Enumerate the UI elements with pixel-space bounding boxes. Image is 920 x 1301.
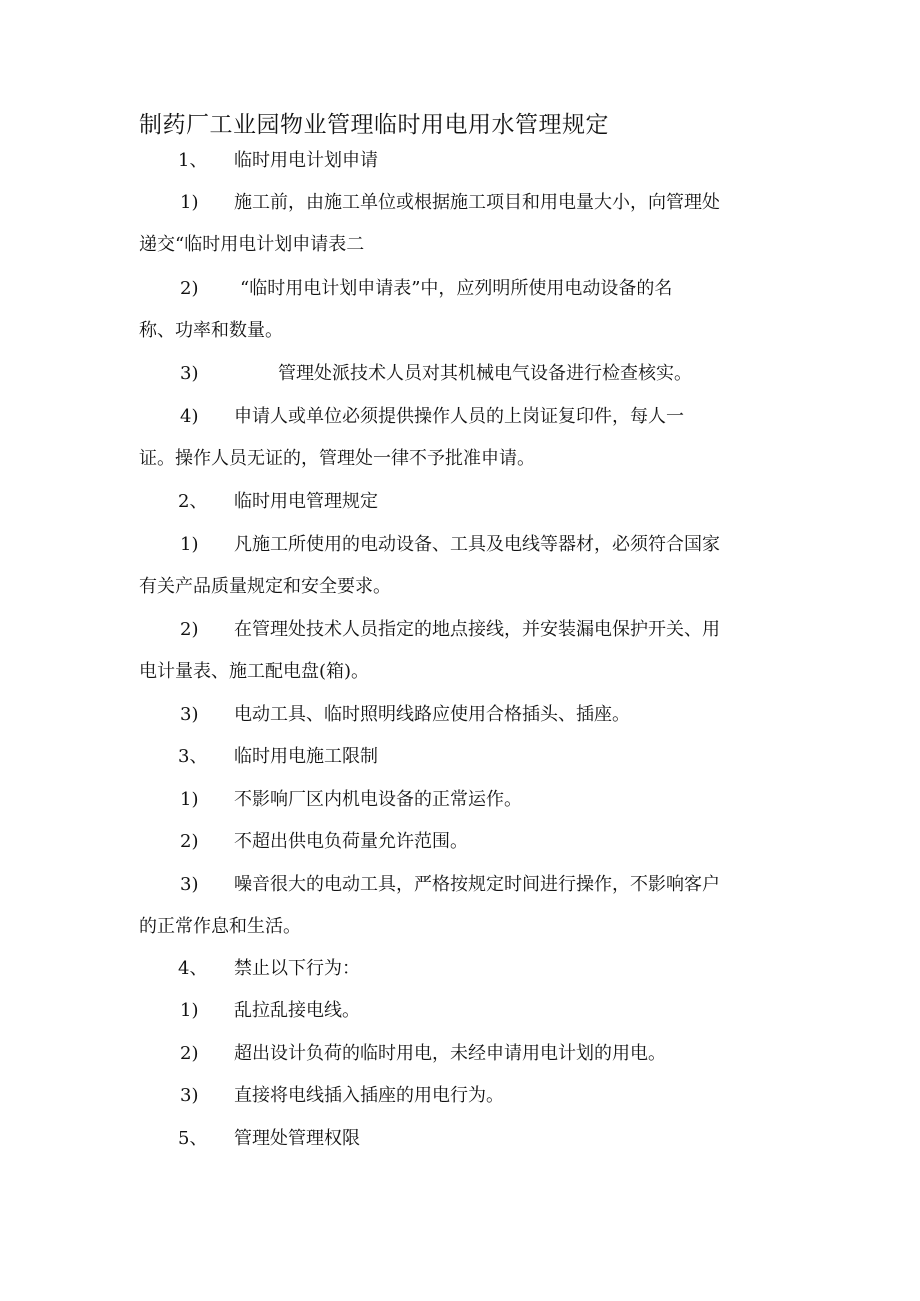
item-text: 的正常作息和生活。: [139, 916, 301, 937]
section-number: 5、: [178, 1128, 208, 1149]
item-text: 噪音很大的电动工具，严格按规定时间进行操作，不影响客户: [234, 874, 720, 895]
item-number: 2): [180, 619, 199, 640]
item-text: 递交“临时用电计划申请表二: [139, 234, 365, 255]
item-text: 管理处派技术人员对其机械电气设备进行检查核实。: [278, 363, 692, 384]
section-title: 临时用电计划申请: [234, 150, 378, 171]
item-text: 在管理处技术人员指定的地点接线，并安装漏电保护开关、用: [234, 619, 720, 640]
section-number: 1、: [178, 150, 208, 171]
document-title: 制药厂工业园物业管理临时用电用水管理规定: [139, 112, 609, 138]
item-text: 超出设计负荷的临时用电，未经申请用电计划的用电。: [234, 1043, 666, 1064]
item-text: “临时用电计划申请表”中，应列明所使用电动设备的名: [240, 278, 673, 299]
item-number: 1): [180, 534, 199, 555]
section-title: 管理处管理权限: [234, 1128, 360, 1149]
section-number: 3、: [178, 746, 208, 767]
item-text: 称、功率和数量。: [139, 320, 283, 341]
item-text: 证。操作人员无证的，管理处一律不予批准申请。: [139, 448, 535, 469]
item-number: 2): [180, 831, 199, 852]
item-text: 电计量表、施工配电盘(箱)。: [139, 661, 370, 682]
item-text: 乱拉乱接电线。: [234, 1000, 360, 1021]
item-text: 凡施工所使用的电动设备、工具及电线等器材，必须符合国家: [234, 534, 720, 555]
item-number: 4): [180, 406, 199, 427]
section-number: 4、: [178, 958, 208, 979]
section-title: 禁止以下行为：: [234, 958, 360, 979]
item-number: 1): [180, 789, 199, 810]
section-number: 2、: [178, 491, 208, 512]
item-text: 直接将电线插入插座的用电行为。: [234, 1085, 504, 1106]
item-number: 3): [180, 704, 199, 725]
item-number: 1): [180, 192, 199, 213]
item-text: 电动工具、临时照明线路应使用合格插头、插座。: [234, 704, 630, 725]
item-number: 3): [180, 363, 199, 384]
section-title: 临时用电管理规定: [234, 491, 378, 512]
section-title: 临时用电施工限制: [234, 746, 378, 767]
item-text: 有关产品质量规定和安全要求。: [139, 576, 391, 597]
item-text: 不影响厂区内机电设备的正常运作。: [234, 789, 522, 810]
item-number: 3): [180, 1085, 199, 1106]
item-text: 施工前，由施工单位或根据施工项目和用电量大小，向管理处: [234, 192, 720, 213]
item-text: 申请人或单位必须提供操作人员的上岗证复印件，每人一: [234, 406, 684, 427]
item-text: 不超出供电负荷量允许范围。: [234, 831, 468, 852]
item-number: 3): [180, 874, 199, 895]
item-number: 1): [180, 1000, 199, 1021]
item-number: 2): [180, 1043, 199, 1064]
item-number: 2): [180, 278, 199, 299]
